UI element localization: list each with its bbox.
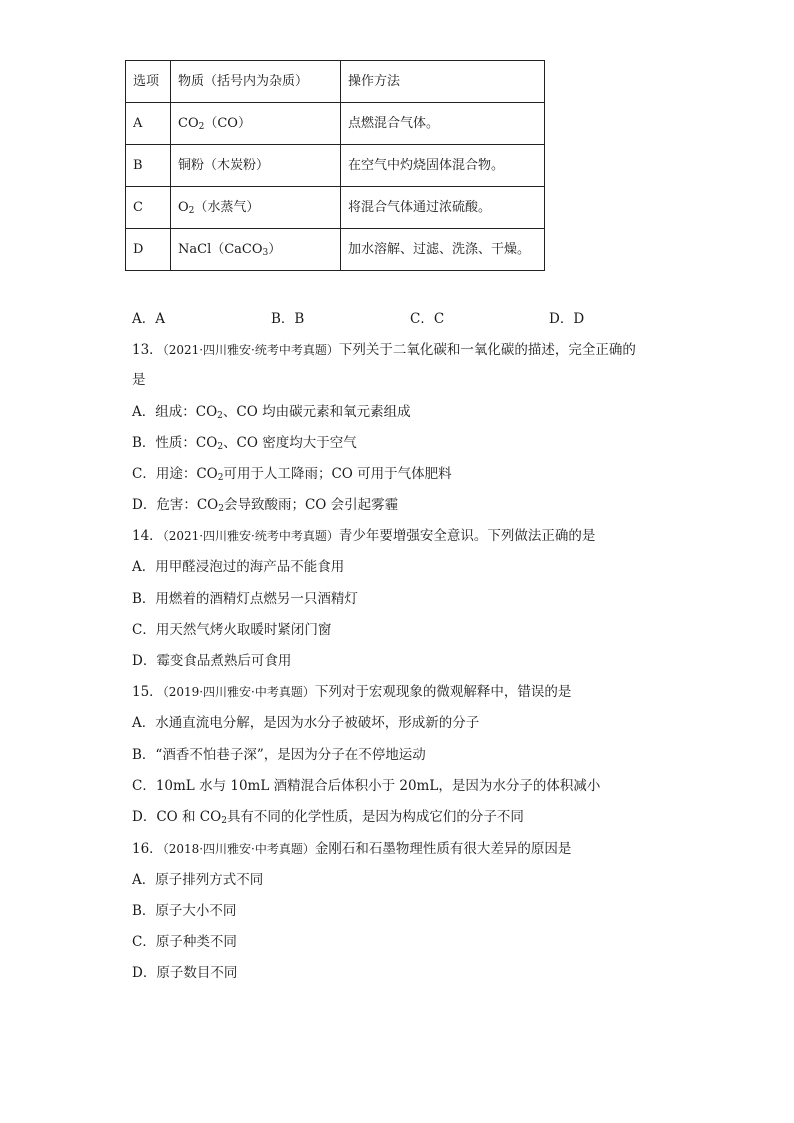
q15-option-b: B．“酒香不怕巷子深”，是因为分子在不停地运动 [132,747,426,763]
row-option: D [126,229,171,271]
q16-source: （2018·四川雅安·中考真题） [162,842,315,856]
q16-stem: 16．（2018·四川雅安·中考真题）金刚石和石墨物理性质有很大差异的原因是 [132,841,572,857]
row-substance: $CO_2(CO)$ [171,103,341,145]
q14-option-c: C．用天然气烤火取暖时紧闭门窗 [132,622,332,638]
q13-option-a: A．组成：$CO_2$、CO 均由碳元素和氧元素组成 [132,404,411,421]
q16-option-a: A．原子排列方式不同 [132,872,264,888]
choice-b: B．B [271,311,305,327]
q13-option-c: C．用途：$CO_2$可用于人工降雨；CO 可用于气体肥料 [132,466,452,483]
q16-option-b: B．原子大小不同 [132,903,237,919]
q15-option-a: A．水通直流电分解，是因为水分子被破坏，形成新的分子 [132,715,480,731]
q13-stem-cont: 是 [132,372,146,388]
row-option: A [126,103,171,145]
row-substance: $O_2$（水蒸气） [171,187,341,229]
q14-option-d: D．霉变食品煮熟后可食用 [132,653,292,669]
q13-source: （2021·四川雅安·统考中考真题） [162,343,339,357]
q16-option-c: C．原子种类不同 [132,934,237,950]
row-method: 将混合气体通过浓硫酸。 [341,187,545,229]
header-method: 操作方法 [341,61,545,103]
q14-source: （2021·四川雅安·统考中考真题） [162,529,339,543]
row-method: 点燃混合气体。 [341,103,545,145]
table-header-row [126,61,545,103]
q16-option-d: D．原子数目不同 [132,965,238,981]
header-option: 选项 [126,61,171,103]
q13-option-d: D．危害：$CO_2$会导致酸雨；CO 会引起雾霾 [132,497,399,514]
q14-option-b: B．用燃着的酒精灯点燃另一只酒精灯 [132,591,358,607]
row-method: 在空气中灼烧固体混合物。 [341,145,545,187]
q13-stem: 13．（2021·四川雅安·统考中考真题）下列关于二氧化碳和一氧化碳的描述，完全正确的 [132,342,636,358]
header-substance: 物质（括号内为杂质） [171,61,341,103]
q15-source: （2019·四川雅安·中考真题） [162,685,315,699]
table-row [126,229,545,271]
table-row [126,145,545,187]
q14-option-a: A．用甲醛浸泡过的海产品不能食用 [132,559,345,575]
choice-d: D．D [549,311,585,327]
row-substance: NaCl（CaCO$_3$） [171,229,341,271]
row-option: B [126,145,171,187]
row-substance: 铜粉（木炭粉） [171,145,341,187]
q13-option-b: B．性质：$CO_2$、CO 密度均大于空气 [132,435,357,452]
q14-stem: 14．（2021·四川雅安·统考中考真题）青少年要增强安全意识。下列做法正确的是 [132,528,596,544]
table-row [126,103,545,145]
choice-c: C．C [410,311,445,327]
q12-choices [132,309,688,329]
q15-option-d: D．CO 和 $CO_2$具有不同的化学性质，是因为构成它们的分子不同 [132,809,524,826]
row-option: C [126,187,171,229]
choice-a: A．A [132,311,165,327]
q15-stem: 15．（2019·四川雅安·中考真题）下列对于宏观现象的微观解释中，错误的是 [132,684,572,700]
q15-option-c: C．10mL 水与 10mL 酒精混合后体积小于 20mL，是因为水分子的体积减小 [132,778,601,794]
table-row [126,187,545,229]
row-method: 加水溶解、过滤、洗涤、干燥。 [341,229,545,271]
options-table [125,60,545,271]
